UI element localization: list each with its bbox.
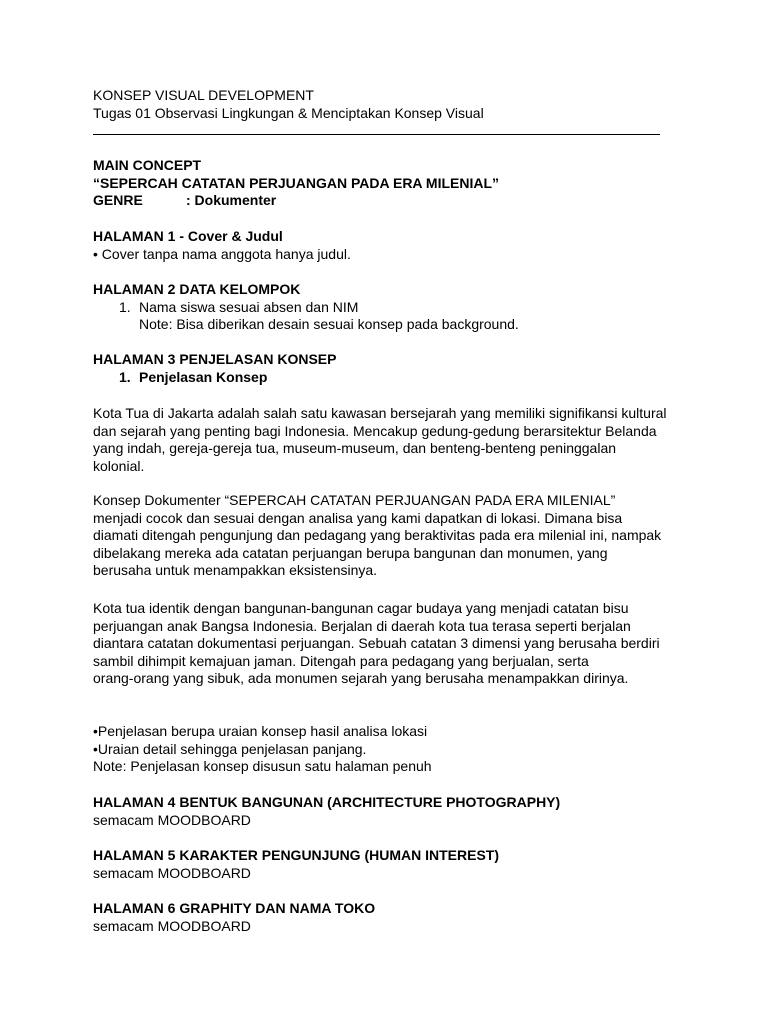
note-bullet: •Uraian detail sehingga penjelasan panjang. [93, 740, 367, 757]
list-item-text: Nama siswa sesuai absen dan NIM [139, 298, 359, 315]
divider-line [93, 134, 660, 135]
note-bullet: •Penjelasan berupa uraian konsep hasil analisa lokasi [93, 723, 428, 739]
paragraph-3 [93, 600, 683, 688]
halaman-2-list-item [93, 299, 683, 317]
paragraph-line: menjadi cocok dan sesuai dengan analisa yang kami dapatkan di lokasi. Dimana bisa [93, 509, 623, 526]
halaman-4-heading: HALAMAN 4 BENTUK BANGUNAN (ARCHITECTURE PHOTOGRAPHY) [93, 794, 561, 810]
paragraph-line: diamati ditengah pengunjung dan pedagang yang beraktivitas pada era milenial ini, nampak [93, 527, 662, 543]
paragraph-line: Konsep Dokumenter “SEPERCAH CATATAN PERJUANGAN PADA ERA MILENIAL” [93, 492, 616, 508]
halaman-1-heading: HALAMAN 1 - Cover & Judul [93, 228, 283, 244]
genre-value: : Dokumenter [186, 192, 277, 208]
halaman-5-heading: HALAMAN 5 KARAKTER PENGUNJUNG (HUMAN INTEREST) [93, 847, 499, 863]
list-number: 1. [119, 298, 131, 315]
document-header [93, 87, 683, 122]
halaman-2-heading: HALAMAN 2 DATA KELOMPOK [93, 281, 301, 297]
halaman-3-notes [93, 723, 683, 776]
genre-row [93, 192, 683, 210]
section-halaman-6 [93, 900, 683, 935]
halaman-3-list-item [93, 369, 683, 387]
list-item-text: Penjelasan Konsep [139, 368, 268, 385]
note-line: Note: Penjelasan konsep disusun satu halaman penuh [93, 758, 432, 774]
halaman-1-bullet: • Cover tanpa nama anggota hanya judul. [93, 245, 351, 262]
main-concept-heading: MAIN CONCEPT [93, 157, 202, 173]
halaman-2-note: Note: Bisa diberikan desain sesuai konsep pada background. [139, 316, 519, 332]
section-halaman-1 [93, 228, 683, 263]
section-halaman-4 [93, 794, 683, 829]
paragraph-2 [93, 492, 683, 580]
main-concept-title: “SEPERCAH CATATAN PERJUANGAN PADA ERA MILENIAL” [93, 174, 500, 191]
paragraph-line: yang indah, gereja-gereja tua, museum-museum, dan benteng-benteng peninggalan [93, 440, 617, 456]
paragraph-line: sambil dihimpit kemajuan jaman. Ditengah para pedagang yang berjualan, serta [93, 652, 589, 669]
paragraph-line: orang-orang yang sibuk, ada monumen sejarah yang berusaha menampakkan dirinya. [93, 670, 629, 686]
main-concept-section [93, 157, 683, 210]
paragraph-line: perjuangan anak Bangsa Indonesia. Berjalan di daerah kota tua terasa seperti berjalan [93, 617, 631, 634]
halaman-6-sub: semacam MOODBOARD [93, 917, 251, 934]
paragraph-line: dan sejarah yang penting bagi Indonesia. Mencakup gedung-gedung berarsitektur Belanda [93, 422, 657, 439]
list-number: 1. [119, 368, 131, 385]
halaman-4-sub: semacam MOODBOARD [93, 811, 251, 828]
section-halaman-2 [93, 281, 683, 334]
genre-label: GENRE [93, 192, 143, 208]
paragraph-line: diantara catatan dokumentasi perjuangan. Sebuah catatan 3 dimensi yang berusaha berdiri [93, 635, 660, 651]
paragraph-line: dibelakang mereka ada catatan perjuangan berupa bangunan dan monumen, yang [93, 544, 608, 561]
halaman-5-sub: semacam MOODBOARD [93, 864, 251, 881]
halaman-3-heading: HALAMAN 3 PENJELASAN KONSEP [93, 351, 337, 367]
document-title: KONSEP VISUAL DEVELOPMENT [93, 87, 314, 103]
paragraph-1 [93, 405, 683, 475]
paragraph-line: berusaha untuk menampakkan eksistensinya. [93, 562, 378, 578]
halaman-6-heading: HALAMAN 6 GRAPHITY DAN NAMA TOKO [93, 900, 376, 916]
paragraph-line: Kota Tua di Jakarta adalah salah satu kawasan bersejarah yang memiliki signifikansi kultural [93, 405, 667, 421]
document-subtitle: Tugas 01 Observasi Lingkungan & Menciptakan Konsep Visual [93, 104, 484, 121]
section-halaman-5 [93, 847, 683, 882]
section-halaman-3 [93, 351, 683, 386]
paragraph-line: Kota tua identik dengan bangunan-bangunan cagar budaya yang menjadi catatan bisu [93, 600, 629, 616]
paragraph-line: kolonial. [93, 457, 145, 474]
